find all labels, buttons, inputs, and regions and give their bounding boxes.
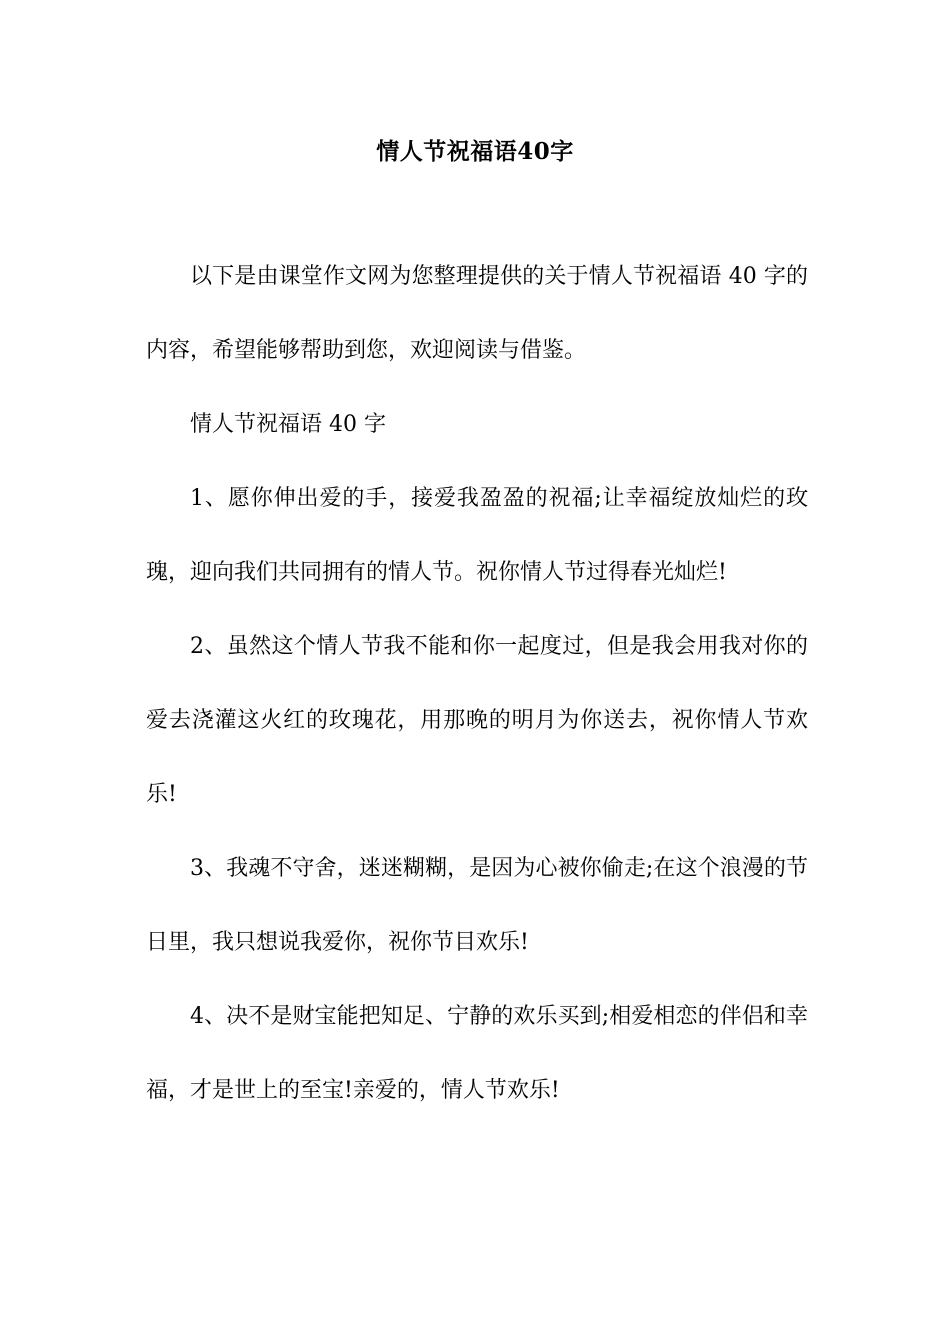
wish-item-1: 1、愿你伸出爱的手，接爱我盈盈的祝福;让幸福绽放灿烂的玫瑰，迎向我们共同拥有的情人节。祝你情人节过得春光灿烂! — [146, 486, 808, 585]
wish-item-3: 3、我魂不守舍，迷迷糊糊，是因为心被你偷走;在这个浪漫的节日里，我只想说我爱你，祝你节目欢乐! — [146, 856, 808, 955]
document-title: 情人节祝福语40字 — [376, 138, 574, 165]
document-body — [146, 240, 808, 1128]
intro-paragraph: 以下是由课堂作文网为您整理提供的关于情人节祝福语 40 字的内容，希望能够帮助到您，欢迎阅读与借鉴。 — [146, 264, 808, 363]
wish-item-2: 2、虽然这个情人节我不能和你一起度过，但是我会用我对你的爱去浇灌这火红的玫瑰花，用那晚的明月为你送去，祝你情人节欢乐! — [146, 634, 808, 807]
wish-item-4: 4、决不是财宝能把知足、宁静的欢乐买到;相爱相恋的伴侣和幸福，才是世上的至宝!亲爱的，情人节欢乐! — [146, 1004, 808, 1103]
section-heading: 情人节祝福语 40 字 — [190, 412, 386, 437]
